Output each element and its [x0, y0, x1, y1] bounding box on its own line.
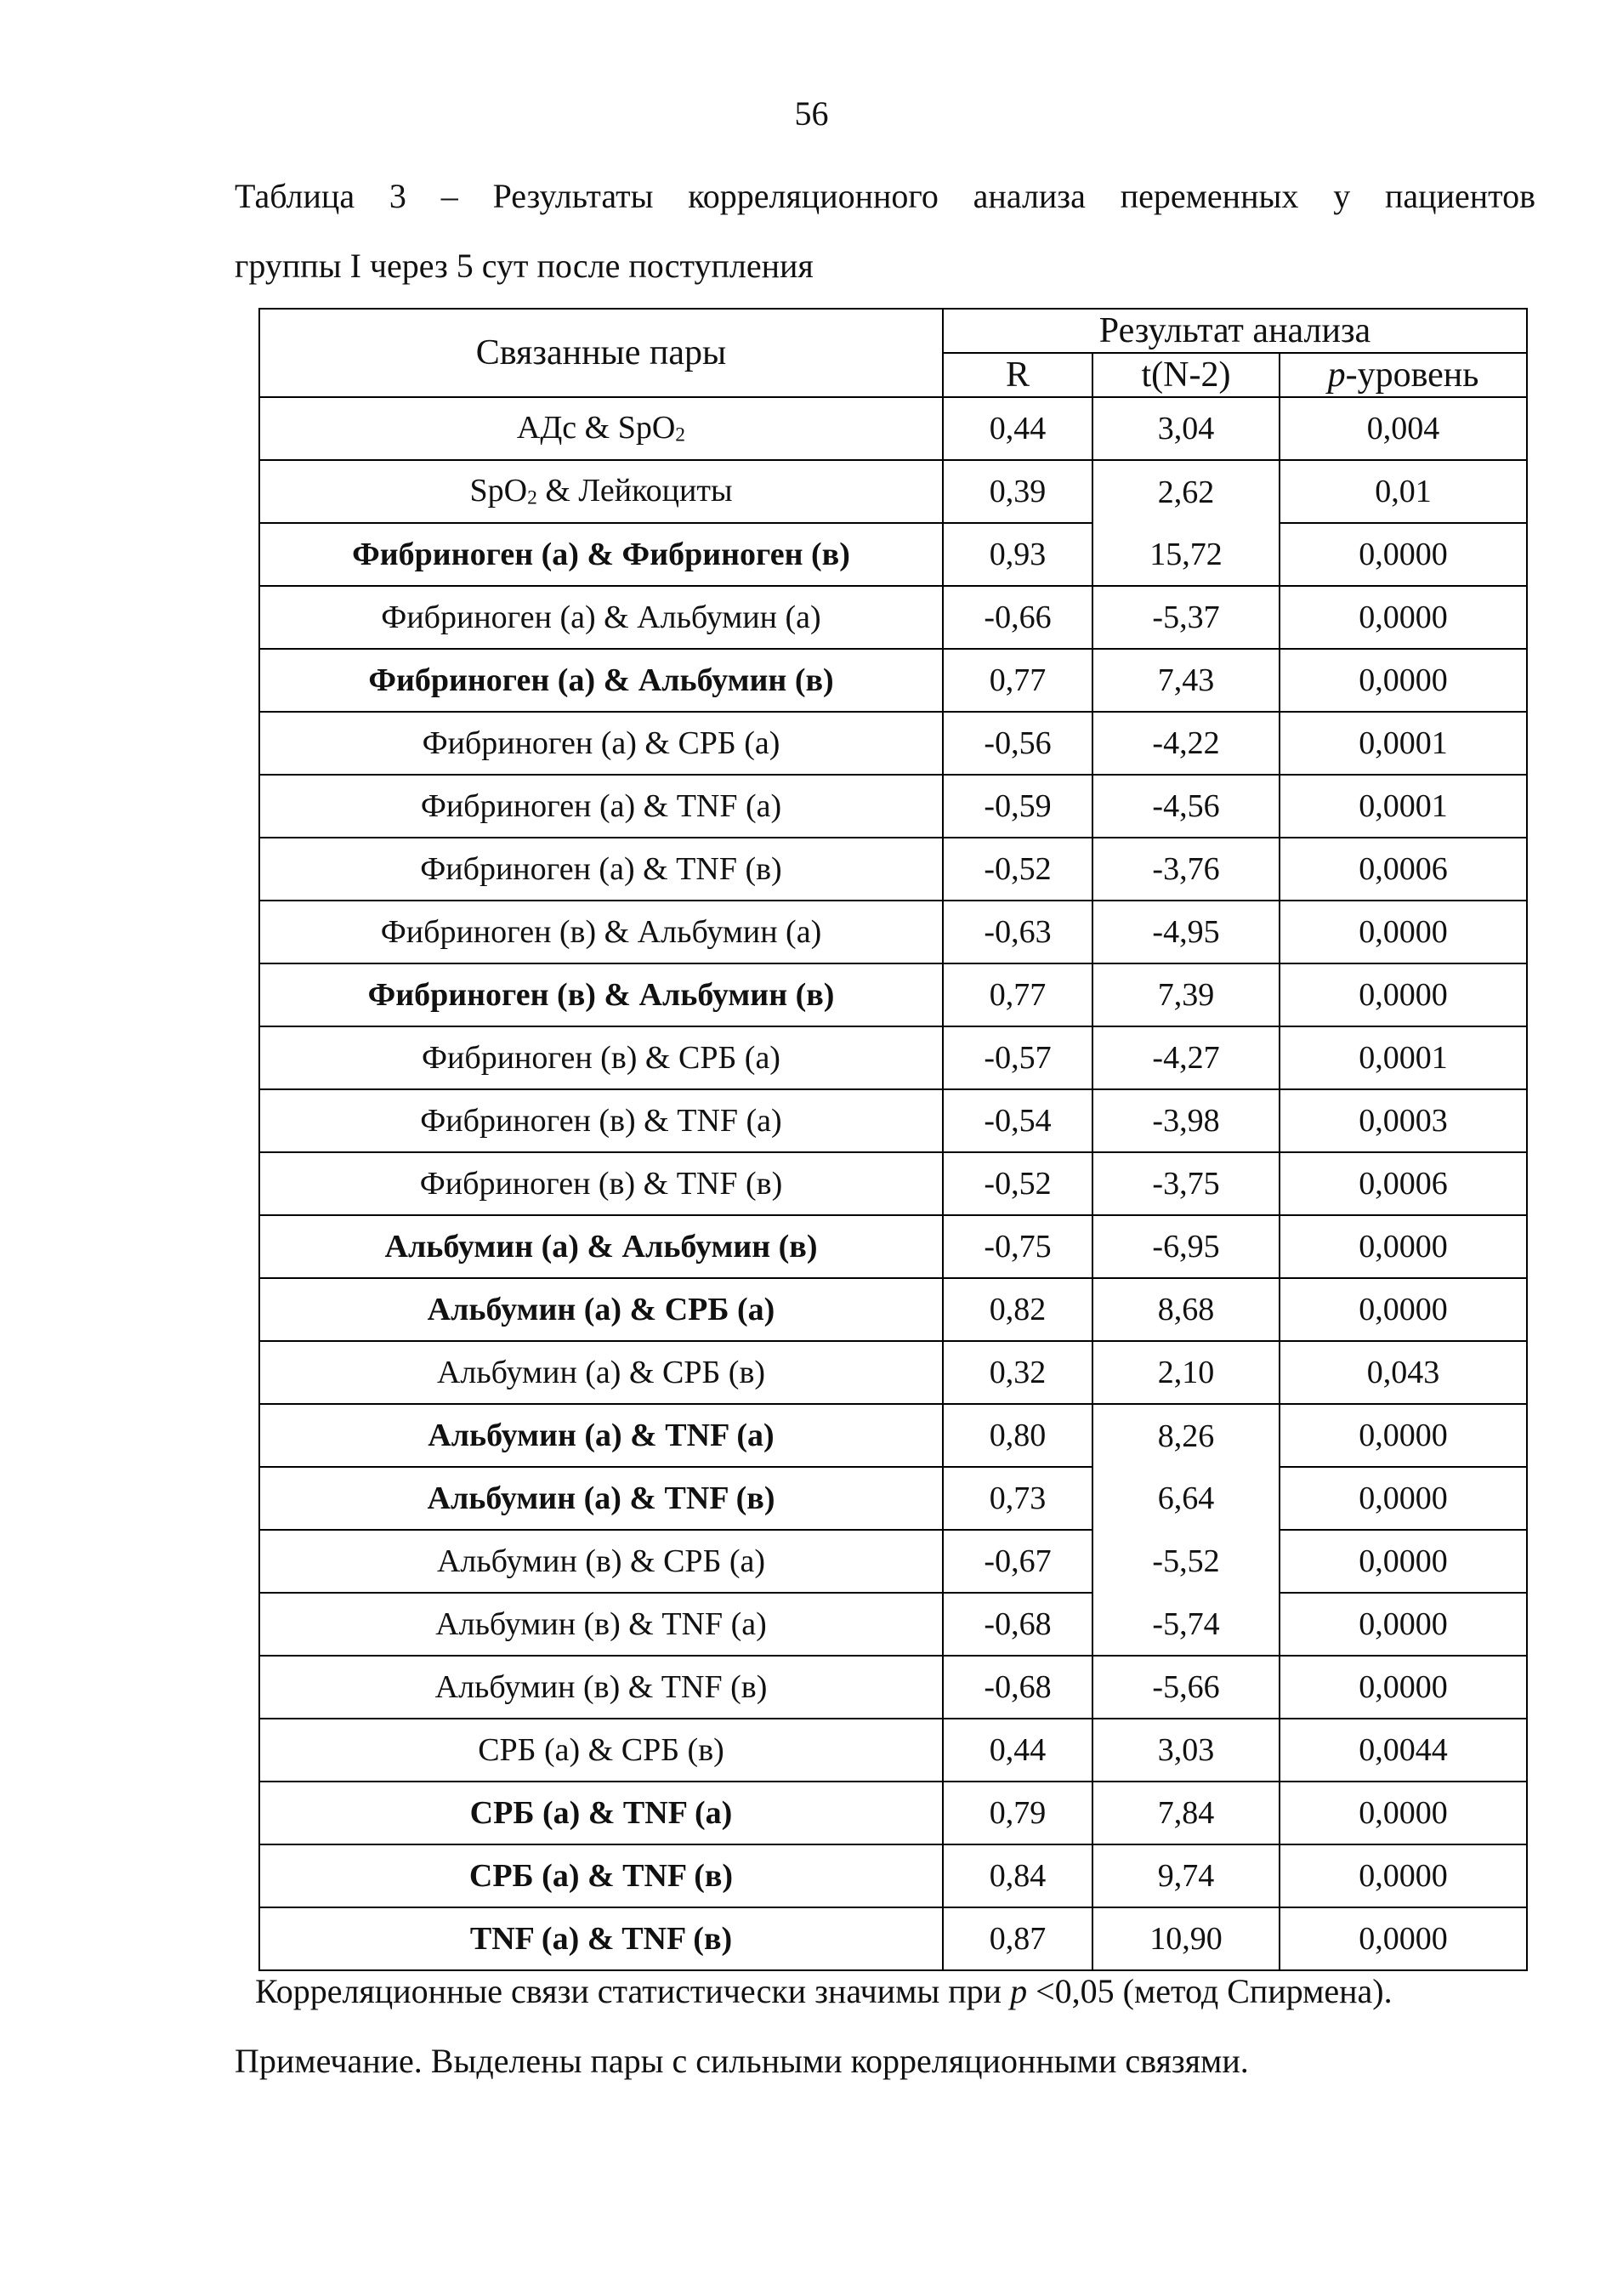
cell-t: 2,62 [1092, 460, 1280, 523]
cell-t: 9,74 [1092, 1844, 1280, 1907]
cell-pair [259, 838, 943, 901]
cell-p: 0,0000 [1280, 1278, 1527, 1341]
cell-r: -0,75 [943, 1215, 1092, 1278]
cell-r: 0,87 [943, 1907, 1092, 1970]
pair-text: АДс & SpO [516, 409, 676, 446]
header-p-rest: -уровень [1345, 355, 1479, 395]
cell-t: -5,52 [1092, 1530, 1280, 1593]
cell-pair [259, 1719, 943, 1782]
cell-r: -0,67 [943, 1530, 1092, 1593]
cell-t: -6,95 [1092, 1215, 1280, 1278]
table-row [259, 1530, 1527, 1593]
pair-text: TNF (а) & TNF (в) [469, 1921, 733, 1957]
cell-r: -0,57 [943, 1026, 1092, 1089]
cell-t: 7,84 [1092, 1782, 1280, 1844]
cell-pair [259, 1278, 943, 1341]
remark-note: Примечание. Выделены пары с сильными корреляционными связями. [235, 2042, 1249, 2080]
cell-pair [259, 1341, 943, 1404]
cell-t: -3,98 [1092, 1089, 1280, 1152]
cell-t: -5,66 [1092, 1656, 1280, 1719]
cell-pair [259, 460, 943, 523]
table-row [259, 586, 1527, 649]
cell-p: 0,0000 [1280, 523, 1527, 586]
cell-r: 0,44 [943, 1719, 1092, 1782]
cell-pair [259, 649, 943, 712]
cell-r: -0,59 [943, 775, 1092, 838]
cell-r: 0,39 [943, 460, 1092, 523]
cell-p: 0,0044 [1280, 1719, 1527, 1782]
cell-t: -3,75 [1092, 1152, 1280, 1215]
pair-text: СРБ (а) & TNF (а) [469, 1795, 733, 1831]
cell-pair [259, 1215, 943, 1278]
cell-pair [259, 1907, 943, 1970]
cell-p: 0,0000 [1280, 586, 1527, 649]
cell-pair [259, 1530, 943, 1593]
cell-p: 0,0000 [1280, 901, 1527, 963]
table-row [259, 1026, 1527, 1089]
pair-subscript: 2 [527, 486, 537, 509]
cell-r: -0,52 [943, 838, 1092, 901]
cell-t: -4,22 [1092, 712, 1280, 775]
significance-note-pre: Корреляционные связи статистически значимы при [255, 1972, 1011, 2010]
cell-r: 0,82 [943, 1278, 1092, 1341]
pair-text: Фибриноген (в) & Альбумин (в) [367, 977, 835, 1013]
cell-t: 3,04 [1092, 397, 1280, 460]
cell-t: -4,95 [1092, 901, 1280, 963]
cell-pair [259, 1089, 943, 1152]
table-row [259, 1341, 1527, 1404]
pair-text: Альбумин (в) & СРБ (а) [436, 1543, 766, 1579]
cell-r: 0,77 [943, 963, 1092, 1026]
cell-r: 0,80 [943, 1404, 1092, 1467]
cell-t: 8,26 [1092, 1404, 1280, 1467]
header-result: Результат анализа [943, 309, 1527, 353]
cell-t: -5,37 [1092, 586, 1280, 649]
cell-t: 15,72 [1092, 523, 1280, 586]
page-number: 56 [794, 94, 829, 133]
cell-p: 0,0000 [1280, 1404, 1527, 1467]
pair-text: Фибриноген (а) & TNF (в) [420, 851, 782, 887]
pair-text: Альбумин (в) & TNF (в) [434, 1669, 768, 1705]
pair-text: Альбумин (а) & СРБ (а) [427, 1292, 775, 1327]
pair-text: Альбумин (а) & СРБ (в) [436, 1355, 766, 1390]
cell-t: 7,39 [1092, 963, 1280, 1026]
header-p-italic: p [1327, 355, 1346, 395]
table-row [259, 901, 1527, 963]
cell-pair [259, 1656, 943, 1719]
cell-p: 0,01 [1280, 460, 1527, 523]
cell-p: 0,0000 [1280, 1467, 1527, 1530]
table-row [259, 1404, 1527, 1467]
cell-r: -0,54 [943, 1089, 1092, 1152]
cell-p: 0,0000 [1280, 1530, 1527, 1593]
cell-p: 0,0001 [1280, 1026, 1527, 1089]
cell-pair [259, 1593, 943, 1656]
pair-text: Фибриноген (в) & TNF (а) [420, 1103, 782, 1139]
cell-r: -0,56 [943, 712, 1092, 775]
pair-text: СРБ (а) & СРБ (в) [478, 1732, 724, 1768]
pair-text: Альбумин (а) & TNF (в) [427, 1480, 775, 1516]
significance-note [255, 1971, 1393, 2011]
cell-pair [259, 397, 943, 460]
cell-r: 0,32 [943, 1341, 1092, 1404]
cell-r: 0,44 [943, 397, 1092, 460]
cell-pair [259, 901, 943, 963]
cell-p: 0,0000 [1280, 1593, 1527, 1656]
cell-pair [259, 586, 943, 649]
pair-text: Альбумин (в) & TNF (а) [435, 1606, 767, 1642]
cell-r: -0,68 [943, 1593, 1092, 1656]
cell-pair [259, 1026, 943, 1089]
table-row [259, 1719, 1527, 1782]
header-t: t(N-2) [1092, 353, 1280, 397]
pair-text-tail: & Лейкоциты [536, 472, 733, 509]
pair-text: SpO [469, 472, 528, 509]
cell-r: -0,66 [943, 586, 1092, 649]
table-row [259, 460, 1527, 523]
table-header-row-1 [259, 309, 1527, 353]
pair-subscript: 2 [675, 423, 686, 446]
table-caption-line-2: группы I через 5 сут после поступления [235, 247, 814, 285]
header-p-level [1280, 353, 1527, 397]
cell-r: -0,52 [943, 1152, 1092, 1215]
cell-p: 0,0001 [1280, 712, 1527, 775]
cell-p: 0,043 [1280, 1341, 1527, 1404]
cell-r: 0,73 [943, 1467, 1092, 1530]
cell-p: 0,0000 [1280, 963, 1527, 1026]
header-pairs: Связанные пары [259, 309, 943, 397]
table-row [259, 397, 1527, 460]
table-row [259, 838, 1527, 901]
pair-text: Фибриноген (в) & СРБ (а) [422, 1040, 780, 1076]
cell-t: 10,90 [1092, 1907, 1280, 1970]
cell-pair [259, 1152, 943, 1215]
pair-text: Фибриноген (а) & Альбумин (в) [368, 662, 834, 698]
cell-p: 0,0000 [1280, 1782, 1527, 1844]
table-caption-line-1: Таблица 3 – Результаты корреляционного анализа переменных у пациентов [235, 177, 1535, 215]
table-row [259, 1467, 1527, 1530]
table-row [259, 963, 1527, 1026]
significance-note-p: p [1010, 1972, 1028, 2010]
cell-t: -3,76 [1092, 838, 1280, 901]
cell-p: 0,0000 [1280, 1907, 1527, 1970]
cell-pair [259, 1844, 943, 1907]
pair-text: СРБ (а) & TNF (в) [468, 1858, 734, 1894]
cell-r: -0,63 [943, 901, 1092, 963]
cell-p: 0,0006 [1280, 1152, 1527, 1215]
pair-text: Фибриноген (а) & Альбумин (а) [381, 600, 821, 635]
cell-t: -4,27 [1092, 1026, 1280, 1089]
table-row [259, 1593, 1527, 1656]
cell-r: -0,68 [943, 1656, 1092, 1719]
table-body [259, 397, 1527, 1970]
cell-t: 6,64 [1092, 1467, 1280, 1530]
cell-p: 0,004 [1280, 397, 1527, 460]
cell-pair [259, 1467, 943, 1530]
table-row [259, 1152, 1527, 1215]
table-row [259, 1656, 1527, 1719]
table-row [259, 649, 1527, 712]
table-row [259, 1782, 1527, 1844]
cell-t: 7,43 [1092, 649, 1280, 712]
cell-r: 0,93 [943, 523, 1092, 586]
pair-text: Альбумин (а) & TNF (а) [428, 1418, 775, 1453]
cell-t: 8,68 [1092, 1278, 1280, 1341]
cell-t: -4,56 [1092, 775, 1280, 838]
cell-r: 0,79 [943, 1782, 1092, 1844]
cell-t: 3,03 [1092, 1719, 1280, 1782]
cell-pair [259, 1404, 943, 1467]
header-r: R [943, 353, 1092, 397]
cell-pair [259, 712, 943, 775]
cell-pair [259, 963, 943, 1026]
cell-p: 0,0006 [1280, 838, 1527, 901]
pair-text: Фибриноген (а) & TNF (а) [420, 788, 782, 824]
table-row [259, 1089, 1527, 1152]
table-row [259, 1215, 1527, 1278]
pair-text: Фибриноген (а) & Фибриноген (в) [352, 537, 850, 572]
pair-text: Фибриноген (в) & Альбумин (а) [380, 914, 822, 950]
correlation-table [258, 308, 1528, 1971]
cell-r: 0,84 [943, 1844, 1092, 1907]
pair-text: Фибриноген (в) & TNF (в) [419, 1166, 783, 1202]
cell-p: 0,0000 [1280, 1215, 1527, 1278]
cell-pair [259, 775, 943, 838]
table-row [259, 1907, 1527, 1970]
cell-p: 0,0003 [1280, 1089, 1527, 1152]
cell-p: 0,0000 [1280, 649, 1527, 712]
cell-pair [259, 523, 943, 586]
cell-p: 0,0000 [1280, 1844, 1527, 1907]
pair-text: Фибриноген (а) & СРБ (а) [422, 725, 780, 761]
pair-text: Альбумин (а) & Альбумин (в) [384, 1229, 818, 1265]
table-row [259, 712, 1527, 775]
table-row [259, 1278, 1527, 1341]
table-row [259, 523, 1527, 586]
cell-p: 0,0001 [1280, 775, 1527, 838]
cell-t: -5,74 [1092, 1593, 1280, 1656]
cell-pair [259, 1782, 943, 1844]
significance-note-post: <0,05 (метод Спирмена). [1027, 1972, 1393, 2010]
table-row [259, 775, 1527, 838]
table-row [259, 1844, 1527, 1907]
cell-r: 0,77 [943, 649, 1092, 712]
cell-p: 0,0000 [1280, 1656, 1527, 1719]
cell-t: 2,10 [1092, 1341, 1280, 1404]
